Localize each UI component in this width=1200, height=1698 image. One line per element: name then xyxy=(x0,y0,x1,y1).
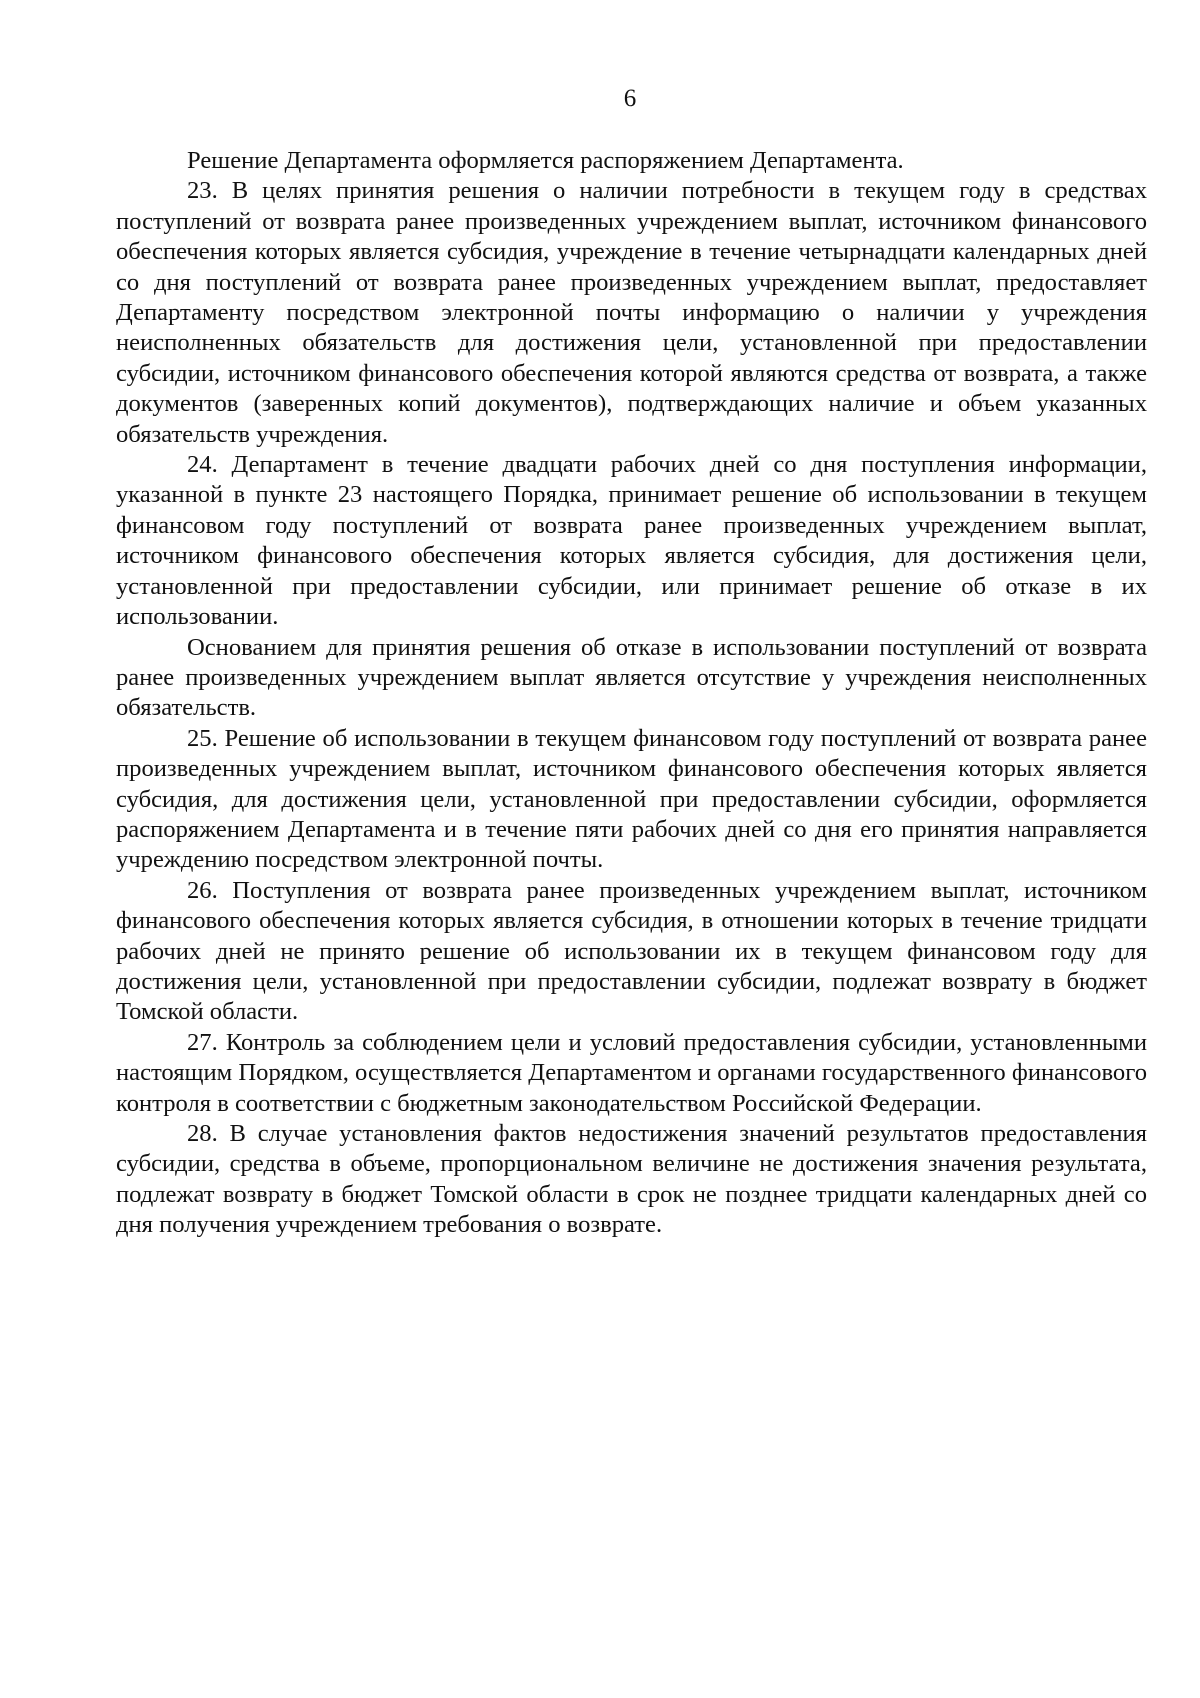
paragraph-26: 26. Поступления от возврата ранее произведенных учреждением выплат, источником финансового обеспечения которых является субсидия, в отношении которых в течение тридцати рабочих дней не принято решение об использовании их в текущем финансовом году для достижения цели, установленной при предоставлении субсидии, подлежат возврату в бюджет Томской области. xyxy=(116,876,1147,1026)
page-number: 6 xyxy=(623,85,637,112)
paragraph-department-decision: Решение Департамента оформляется распоряжением Департамента. xyxy=(187,147,904,174)
paragraph-24: 24. Департамент в течение двадцати рабочих дней со дня поступления информации, указанной в пункте 23 настоящего Порядка, принимает решение об использовании в текущем финансовом году поступлений от возврата ранее произведенных учреждением выплат, источником финансового обеспечения которых является субсидия, для достижения цели, установленной при предоставлении субсидии, или принимает решение об отказе в их использовании. xyxy=(116,451,1147,631)
paragraph-27: 27. Контроль за соблюдением цели и условий предоставления субсидии, установленными настоящим Порядком, осуществляется Департаментом и органами государственного финансового контроля в соответствии с бюджетным законодательством Российской Федерации. xyxy=(116,1028,1147,1117)
paragraph-refusal-grounds: Основанием для принятия решения об отказе в использовании поступлений от возврата ранее произведенных учреждением выплат является отсутствие у учреждения неисполненных обязательств. xyxy=(116,633,1147,722)
document-body xyxy=(116,146,1147,1241)
paragraph-23: 23. В целях принятия решения о наличии потребности в текущем году в средствах поступлений от возврата ранее произведенных учреждением выплат, источником финансового обеспечения которых является субсидия, учреждение в течение четырнадцати календарных дней со дня поступлений от возврата ранее произведенных учреждением выплат, предоставляет Департаменту посредством электронной почты информацию о наличии у учреждения неисполненных обязательств для достижения цели, установленной при предоставлении субсидии, источником финансового обеспечения которой являются средства от возврата, а также документов (заверенных копий документов), подтверждающих наличие и объем указанных обязательств учреждения. xyxy=(116,177,1147,448)
paragraph-25: 25. Решение об использовании в текущем финансовом году поступлений от возврата ранее произведенных учреждением выплат, источником финансового обеспечения которых является субсидия, для достижения цели, установленной при предоставлении субсидии, оформляется распоряжением Департамента и в течение пяти рабочих дней со дня его принятия направляется учреждению посредством электронной почты. xyxy=(116,724,1147,874)
paragraph-28: 28. В случае установления фактов недостижения значений результатов предоставления субсидии, средства в объеме, пропорциональном величине не достижения значения результата, подлежат возврату в бюджет Томской области в срок не позднее тридцати календарных дней со дня получения учреждением требования о возврате. xyxy=(116,1120,1147,1239)
